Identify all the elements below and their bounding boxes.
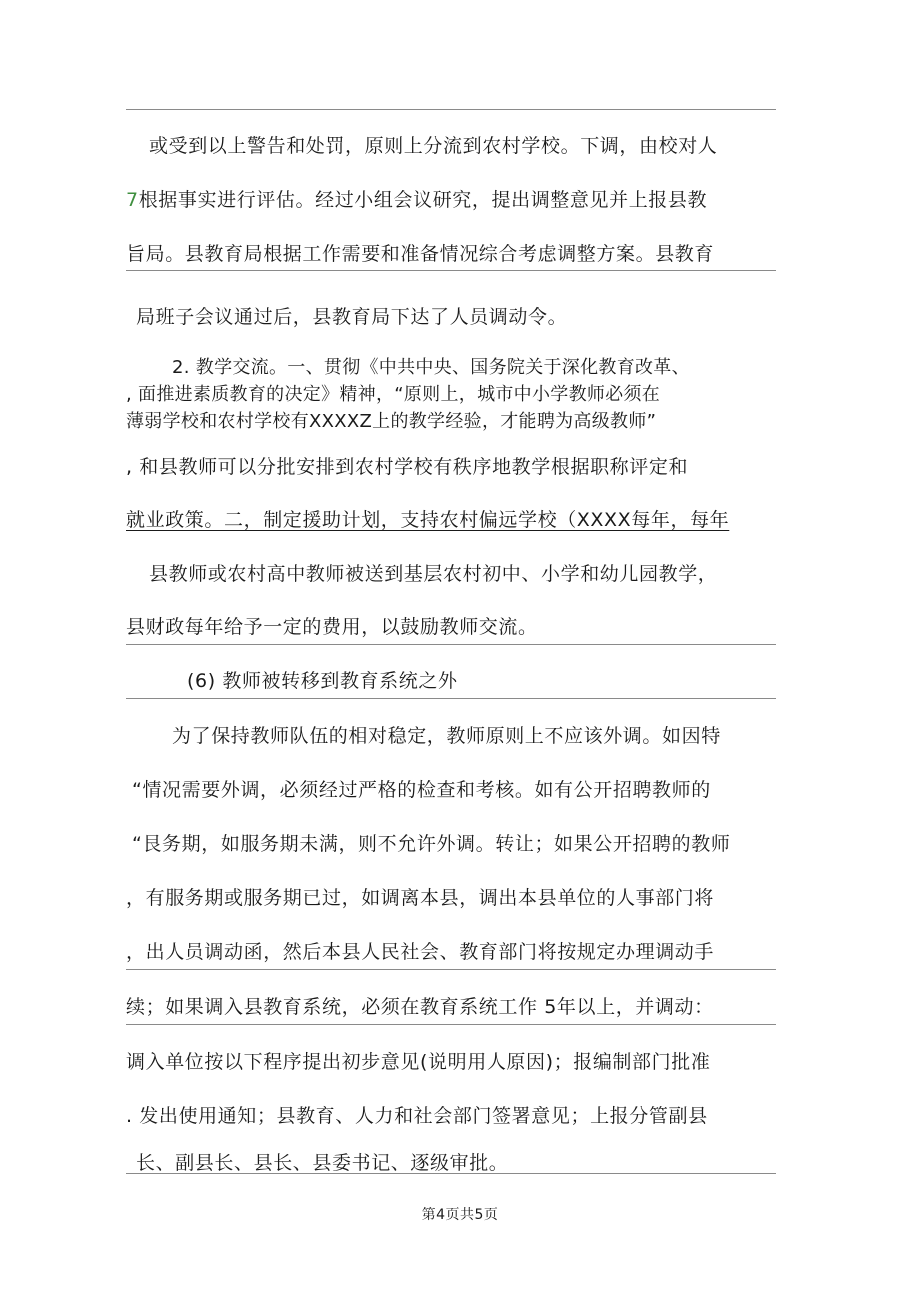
text-line-2 <box>126 188 707 212</box>
text-line-17: ，出人员调动函，然后本县人民社会、教育部门将按规定办理调动手 <box>126 941 715 963</box>
text-line-1: 或受到以上警告和处罚，原则上分流到农村学校。下调，由校对人 <box>149 135 718 157</box>
text-line-19: 调入单位按以下程序提出初步意见(说明用人原因)；报编制部门批准 <box>126 1051 711 1073</box>
text-line-16: ，有服务期或服务期已过，如调离本县，调出本县单位的人事部门将 <box>126 887 715 909</box>
text-line-11: 县财政每年给予一定的费用，以鼓励教师交流。 <box>126 616 538 638</box>
text-line-14: “情况需要外调，必须经过严格的检查和考核。如有公开招聘教师的 <box>132 779 711 801</box>
rule-after-line-11 <box>126 644 776 645</box>
text-line-5: 2. 教学交流。一、贯彻《中共中央、国务院关于深化教育改革、 <box>172 357 690 378</box>
section-heading-6: (6) 教师被转移到教育系统之外 <box>187 670 458 692</box>
text-line-20: . 发出使用通知；县教育、人力和社会部门签署意见；上报分管副县 <box>126 1105 708 1127</box>
text-line-4: 局班子会议通过后，县教育局下达了人员调动令。 <box>136 306 568 328</box>
text-line-6: , 面推进素质教育的决定》精神，“原则上，城市中小学教师必须在 <box>126 384 661 405</box>
green-marker: 7 <box>126 189 139 211</box>
text-line-21: 长、副县长、县长、县委书记、逐级审批。 <box>136 1152 509 1174</box>
page-footer: 第4页共5页 <box>421 1207 499 1223</box>
text-line-15: “艮务期，如服务期未满，则不允许外调。转让；如果公开招聘的教师 <box>132 833 731 855</box>
text-line-2-body: 根据事实进行评估。经过小组会议研究，提出调整意见并上报县教 <box>138 189 708 211</box>
text-line-7: 薄弱学校和农村学校有XXXXZ上的教学经验，才能聘为高级教师” <box>126 411 657 432</box>
top-rule <box>126 109 776 110</box>
text-line-8: , 和县教师可以分批安排到农村学校有秩序地教学根据职称评定和 <box>126 456 689 478</box>
rule-after-line-18 <box>126 1024 776 1025</box>
text-line-10: 县教师或农村高中教师被送到基层农村初中、小学和幼儿园教学， <box>149 563 718 585</box>
text-line-3: 旨局。县教育局根据工作需要和准备情况综合考虑调整方案。县教育 <box>126 243 715 265</box>
rule-after-line-17 <box>126 969 776 970</box>
text-line-13: 为了保持教师队伍的相对稳定，教师原则上不应该外调。如因特 <box>172 725 721 747</box>
rule-after-heading-6 <box>126 698 776 699</box>
rule-after-line-3 <box>126 270 776 271</box>
text-line-9: 就业政策。二，制定援助计划，支持农村偏远学校（XXXX每年，每年 <box>126 509 730 531</box>
text-line-18: 续；如果调入县教育系统，必须在教育系统工作 5年以上，并调动： <box>126 996 714 1018</box>
